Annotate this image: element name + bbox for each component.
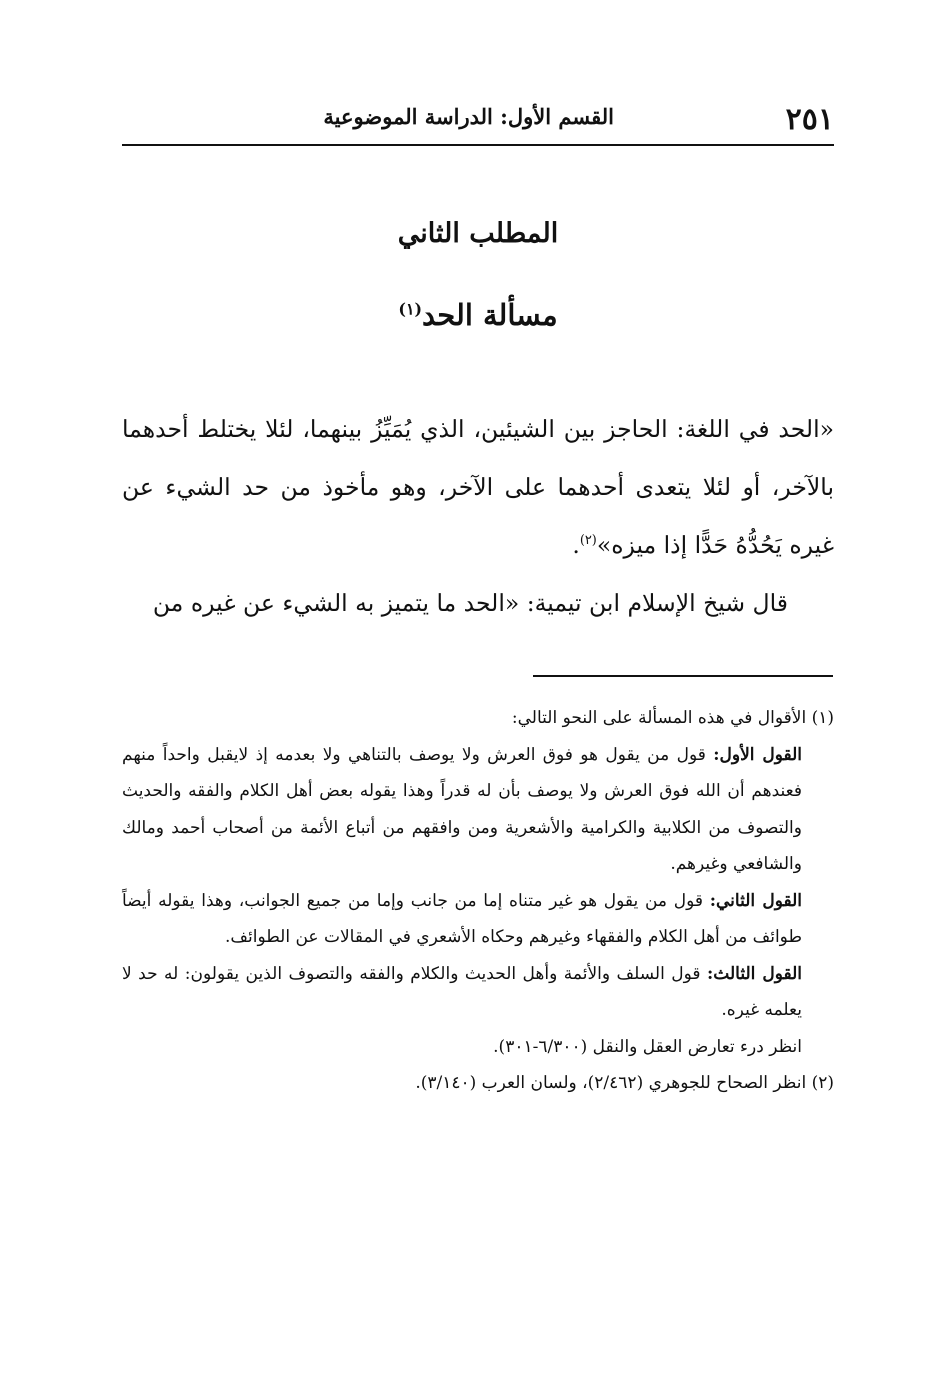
- view-1-text: قول من يقول هو فوق العرش ولا يوصف بالتناهي ولا بعدمه إذ لايقبل واحداً منهم فعندهم أن الله فوق العرش ولا يوصف بأن له قدراً وهذا يقوله بعض أهل الكلام والفقه والحديث والتصوف من الكلابية والكرامية والأشعرية ومن وافقهم من أتباع الأئمة من أصحاب أحمد ومالك والشافعي وغيرهم.: [122, 744, 802, 874]
- footnotes: [122, 700, 834, 1102]
- section-heading: المطلب الثاني: [397, 218, 559, 249]
- footnote-1-view-2: [122, 883, 834, 956]
- page-number: ٢٥١: [785, 102, 834, 137]
- footnote-ref-1[interactable]: (١): [398, 299, 423, 319]
- view-2-text: قول من يقول هو غير متناه إما من جانب وإما من جميع الجوانب، وهذا يقوله أيضاً طوائف من أهل الكلام والفقهاء وغيرهم وحكاه الأشعري في المقالات عن الطوائف.: [122, 890, 802, 947]
- page-header: [122, 98, 834, 142]
- main-heading: [122, 298, 834, 332]
- footnote-1-reference: انظر درء تعارض العقل والنقل (٦/٣٠٠-٣٠١).: [493, 1036, 802, 1057]
- footnote-separator: [533, 675, 833, 677]
- body-paragraph-1-end: .: [572, 531, 580, 559]
- body-paragraph-1: [122, 400, 834, 574]
- footnote-1-view-1: [122, 737, 834, 883]
- view-2-label: القول الثاني:: [709, 890, 802, 911]
- view-1-label: القول الأول:: [713, 744, 803, 765]
- main-heading-text: مسألة الحد: [422, 298, 558, 332]
- header-rule: [122, 144, 834, 146]
- running-title: القسم الأول: الدراسة الموضوعية: [323, 104, 614, 129]
- footnote-2: (٢) انظر الصحاح للجوهري (٢/٤٦٢)، ولسان العرب (٣/١٤٠).: [415, 1073, 834, 1093]
- view-3-label: القول الثالث:: [707, 963, 803, 984]
- footnote-1-view-3: [122, 956, 834, 1029]
- body-paragraph-1-text: «الحد في اللغة: الحاجز بين الشيئين، الذي يُمَيِّزُ بينهما، لئلا يختلط أحدهما بالآخر، أو لئلا يتعدى أحدهما على الآخر، وهو مأخوذ من حد الشيء عن غيره يَحُدُّهُ حَدًّا إذا ميزه»: [122, 415, 834, 559]
- footnote-ref-2[interactable]: (٢): [579, 533, 597, 549]
- view-3-text: قول السلف والأئمة وأهل الحديث والكلام والفقه والتصوف الذين يقولون: له حد لا يعلمه غيره.: [122, 963, 802, 1020]
- body-paragraph-2: قال شيخ الإسلام ابن تيمية: «الحد ما يتميز به الشيء عن غيره من: [152, 589, 788, 617]
- footnote-1-intro: (١) الأقوال في هذه المسألة على النحو التالي:: [511, 708, 834, 728]
- body-text: [122, 400, 834, 632]
